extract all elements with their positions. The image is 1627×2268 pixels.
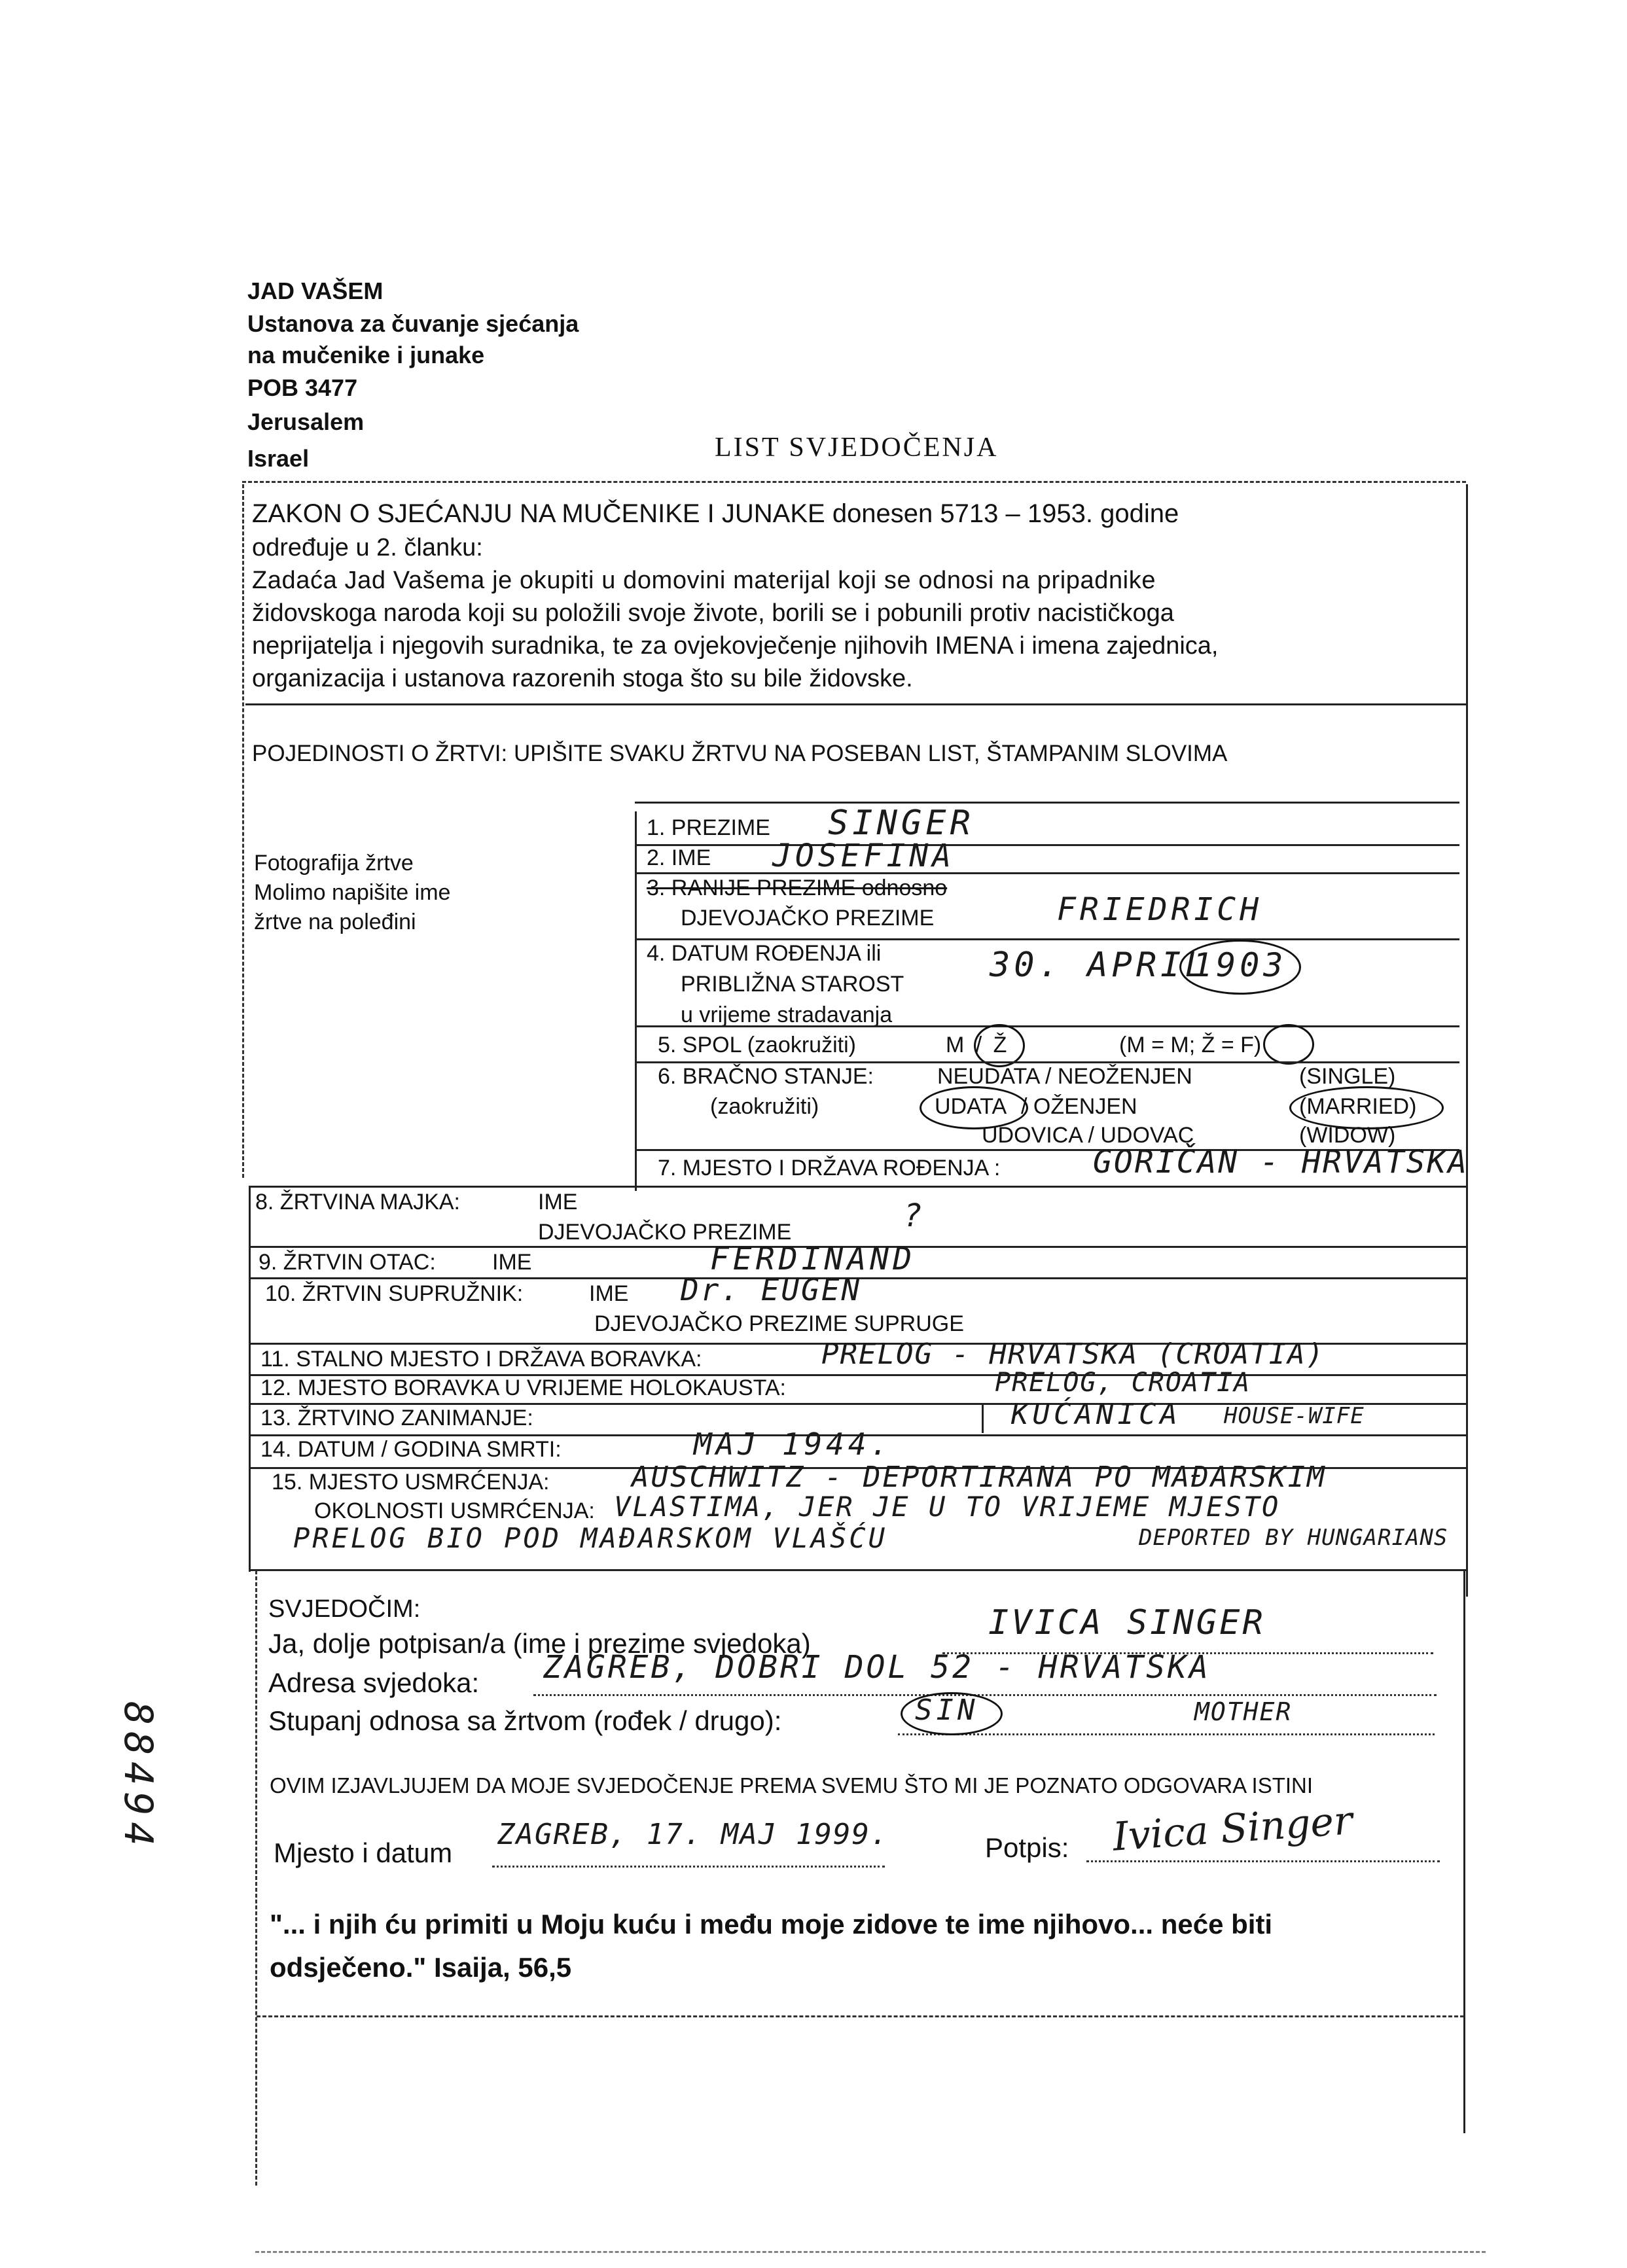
f2-label: 2. IME <box>647 845 711 870</box>
f6-label: 6. BRAČNO STANJE: <box>658 1064 874 1089</box>
f9-value: FERDINAND <box>710 1241 916 1277</box>
f12-label: 12. MJESTO BORAVKA U VRIJEME HOLOKAUSTA: <box>260 1375 786 1400</box>
f3-value: FRIEDRICH <box>1057 891 1263 928</box>
f9-ime: IME <box>492 1250 532 1275</box>
witness-relation-label: Stupanj odnosa sa žrtvom (rođek / drugo): <box>268 1705 782 1736</box>
f2-value: JOSEFINA <box>772 838 956 874</box>
f6-option-married: UDATA <box>935 1094 1007 1119</box>
f12-value: PRELOG, CROATIA <box>995 1368 1251 1398</box>
f4-year: 1903 <box>1192 946 1287 984</box>
f15-label-2: OKOLNOSTI USMRĆENJA: <box>314 1498 595 1523</box>
f11-label: 11. STALNO MJESTO I DRŽAVA BORAVKA: <box>260 1347 702 1372</box>
org-city: Jerusalem <box>247 408 365 435</box>
f13-divider <box>982 1403 984 1433</box>
org-country: Israel <box>247 445 310 472</box>
bottom-border <box>257 2015 1464 2017</box>
f13-english: HOUSE-WIFE <box>1224 1403 1365 1429</box>
witness-name-label: Ja, dolje potpisan/a (ime i prezime svjedoka) <box>268 1628 811 1659</box>
f5-circle-f <box>1263 1024 1314 1065</box>
f4-label-2: PRIBLIŽNA STAROST <box>681 972 904 997</box>
witness-left-border <box>255 1570 257 2186</box>
f15-value-2: VLASTIMA, JER JE U TO VRIJEME MJESTO <box>614 1491 1281 1523</box>
fields-left-border <box>635 811 637 1191</box>
law-line-5: neprijatelja i njegovih suradnika, te za ovjekovječenje njihovih IMENA i imena zajednica, <box>252 632 1219 660</box>
witness-relation-value: SIN <box>915 1693 979 1727</box>
f2-line <box>635 872 1459 874</box>
org-name: JAD VAŠEM <box>247 277 384 304</box>
f15-label: 15. MJESTO USMRĆENJA: <box>272 1470 550 1495</box>
f15-value: AUSCHWITZ - DEPORTIRANA PO MAĐARSKIM <box>632 1461 1327 1494</box>
org-pob: POB 3477 <box>247 374 358 401</box>
f8-label: 8. ŽRTVINA MAJKA: <box>255 1190 461 1214</box>
law-line-6: organizacija i ustanova razorenih stoga što su bile židovske. <box>252 665 913 692</box>
f6-option-single: NEUDATA / NEOŽENJEN <box>937 1064 1192 1089</box>
f13-value: KUĆANICA <box>1011 1398 1181 1431</box>
page-title: LIST SVJEDOČENJA <box>715 433 999 463</box>
signature-label: Potpis: <box>985 1832 1069 1863</box>
f1-line <box>635 844 1459 846</box>
top-border <box>242 481 1466 483</box>
f4-label-1: 4. DATUM ROĐENJA ili <box>647 941 882 966</box>
f8-label-2: DJEVOJAČKO PREZIME <box>538 1220 792 1245</box>
f3-line <box>635 938 1459 940</box>
f5-label: 5. SPOL (zaokružiti) <box>658 1033 856 1057</box>
f4-label-3: u vrijeme stradavanja <box>681 1002 893 1027</box>
left-border-upper <box>242 484 244 1178</box>
f4-line <box>635 1025 1459 1027</box>
f6-sub: (zaokružiti) <box>710 1094 819 1119</box>
page-edge-line <box>255 2251 1486 2253</box>
f6-option-widow-en: (WIDOW) <box>1299 1123 1396 1148</box>
law-line-1: ZAKON O SJEĆANJU NA MUČENIKE I JUNAKE donesen 5713 – 1953. godine <box>252 499 1179 528</box>
f7-value: GORIČAN - HRVATSKA <box>1093 1144 1469 1180</box>
f6-option-married-m: / OŽENJEN <box>1021 1094 1137 1119</box>
photo-note-3: žrtve na poleđini <box>254 910 416 934</box>
f13-label: 13. ŽRTVINO ZANIMANJE: <box>260 1406 533 1430</box>
signature: Ivica Singer <box>1111 1798 1354 1860</box>
f1-label: 1. PREZIME <box>647 815 770 840</box>
f5-line <box>635 1061 1459 1063</box>
quote-line-1: "... i njih ću primiti u Moju kuću i među moje zidove te ime njihovo... neće biti <box>270 1909 1273 1940</box>
f10-value: Dr. EUGEN <box>681 1272 862 1307</box>
photo-note-2: Molimo napišite ime <box>254 880 451 905</box>
org-subtitle: Ustanova za čuvanje sjećanja <box>247 310 579 337</box>
f6-option-widow: UDOVICA / UDOVAC <box>982 1123 1194 1148</box>
witness-right-border <box>1463 1570 1465 2133</box>
f14-label: 14. DATUM / GODINA SMRTI: <box>260 1437 562 1462</box>
f14-value: MAJ 1944. <box>694 1426 893 1462</box>
f15-line <box>249 1569 1466 1571</box>
f4-value: 30. APRIL <box>990 946 1209 985</box>
declaration: OVIM IZJAVLJUJEM DA MOJE SVJEDOČENJE PREMA SVEMU ŠTO MI JE POZNATO ODGOVARA ISTINI <box>270 1773 1314 1798</box>
witness-name-value: IVICA SINGER <box>988 1603 1266 1642</box>
f6-option-married-en: (MARRIED) <box>1299 1094 1417 1119</box>
quote-line-2: odsječeno." Isaija, 56,5 <box>270 1952 572 1983</box>
f10-ime: IME <box>589 1281 629 1306</box>
org-subtitle-2: na mučenike i junake <box>247 342 485 368</box>
law-line-3: Zadaća Jad Vašema je okupiti u domovini materijal koji se odnosi na pripadnike <box>252 567 1156 594</box>
f8-value: ? <box>903 1197 926 1234</box>
f1-value: SINGER <box>828 804 974 843</box>
f15-english: DEPORTED BY HUNGARIANS <box>1139 1525 1448 1551</box>
law-divider <box>245 703 1466 705</box>
f10-label-2: DJEVOJAČKO PREZIME SUPRUGE <box>594 1311 964 1336</box>
place-date-value: ZAGREB, 17. MAJ 1999. <box>497 1818 889 1851</box>
witness-address-label: Adresa svjedoka: <box>268 1667 480 1698</box>
f9-label: 9. ŽRTVIN OTAC: <box>259 1250 436 1275</box>
f7-line <box>249 1186 1466 1188</box>
victim-heading: POJEDINOSTI O ŽRTVI: UPIŠITE SVAKU ŽRTVU NA POSEBAN LIST, ŠTAMPANIM SLOVIMA <box>252 741 1228 766</box>
place-date-label: Mjesto i datum <box>274 1837 453 1868</box>
law-line-2: određuje u 2. članku: <box>252 534 483 561</box>
f8-ime: IME <box>538 1190 578 1214</box>
f15-value-3: PRELOG BIO POD MAĐARSKOM VLAŠĆU <box>293 1522 887 1554</box>
witness-relation-english: MOTHER <box>1194 1697 1293 1726</box>
f5-english: (M = M; Ž = F) <box>1119 1033 1262 1057</box>
f11-value: PRELOG - HRVATSKA (CROATIA) <box>821 1338 1325 1371</box>
f7-label: 7. MJESTO I DRŽAVA ROĐENJA : <box>658 1156 1001 1180</box>
witness-address-value: ZAGREB, DOBRI DOL 52 - HRVATSKA <box>543 1649 1211 1686</box>
f3-label: DJEVOJAČKO PREZIME <box>681 906 935 930</box>
f1-top-line <box>635 802 1459 804</box>
witness-heading: SVJEDOČIM: <box>268 1595 421 1623</box>
law-line-4: židovskoga naroda koji su položili svoje živote, borili se i pobunili protiv nacističkoga <box>252 599 1174 627</box>
f10-label: 10. ŽRTVIN SUPRUŽNIK: <box>265 1281 524 1306</box>
photo-note-1: Fotografija žrtve <box>254 851 414 876</box>
f5-options: M / Ž <box>946 1033 1010 1057</box>
f3-label-struck: 3. RANIJE PREZIME odnosno <box>647 876 948 900</box>
right-border <box>1466 484 1468 1597</box>
f6-option-single-en: (SINGLE) <box>1299 1064 1396 1089</box>
lower-left-border <box>249 1186 251 1572</box>
margin-number: 88494 <box>115 1701 161 1852</box>
